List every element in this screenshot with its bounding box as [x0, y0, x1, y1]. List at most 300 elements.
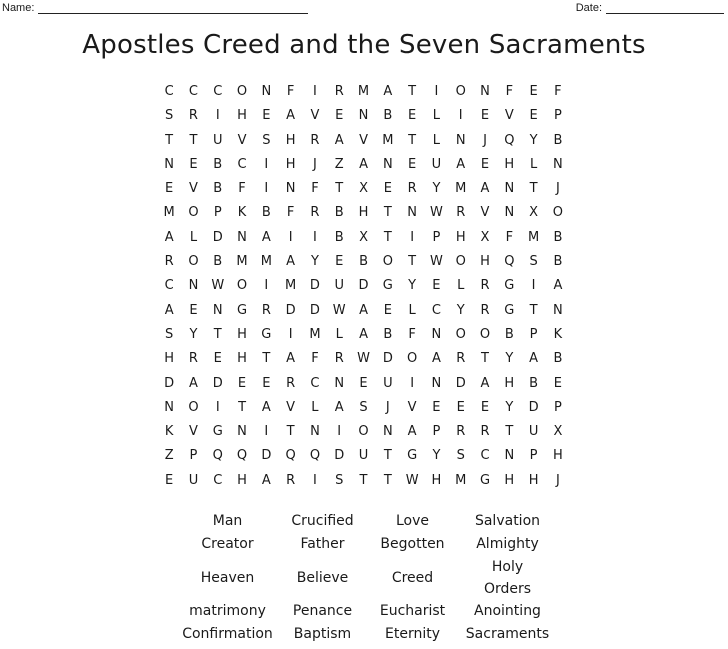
grid-letter[interactable]: T	[383, 472, 392, 488]
grid-letter[interactable]: N	[237, 424, 247, 440]
grid-letter[interactable]: R	[456, 205, 466, 221]
word-bank-item: Begotten	[380, 536, 445, 552]
date-label: Date:	[575, 2, 602, 14]
grid-letter[interactable]: T	[408, 254, 417, 270]
grid-letter[interactable]: Q	[504, 132, 515, 148]
grid-letter[interactable]: N	[261, 84, 272, 99]
grid-letter[interactable]: C	[164, 278, 174, 294]
grid-letter[interactable]: N	[504, 448, 515, 464]
grid-letter[interactable]: B	[553, 351, 563, 367]
grid-letter[interactable]: E	[408, 108, 417, 124]
grid-letter[interactable]: E	[262, 375, 271, 391]
grid-letter[interactable]: G	[479, 472, 491, 488]
grid-letter[interactable]: X	[480, 229, 490, 245]
grid-letter[interactable]: Z	[164, 448, 174, 464]
grid-letter[interactable]: M	[163, 205, 175, 221]
grid-letter[interactable]: B	[529, 375, 539, 391]
grid-letter[interactable]: U	[528, 424, 539, 440]
grid-letter[interactable]: R	[407, 181, 417, 197]
grid-letter[interactable]: V	[188, 181, 198, 197]
grid-letter[interactable]: T	[383, 205, 392, 221]
grid-letter[interactable]: B	[504, 326, 514, 342]
grid-letter[interactable]: E	[262, 108, 271, 124]
grid-letter[interactable]: S	[359, 399, 368, 415]
grid-letter[interactable]: T	[238, 399, 247, 415]
grid-letter[interactable]: A	[359, 156, 368, 172]
grid-letter[interactable]: F	[238, 181, 246, 197]
grid-letter[interactable]: I	[264, 278, 269, 294]
grid-letter[interactable]: L	[529, 156, 538, 172]
grid-letter[interactable]: M	[382, 132, 394, 148]
grid-letter[interactable]: R	[286, 375, 296, 391]
grid-letter[interactable]: S	[529, 254, 538, 270]
grid-letter[interactable]: Y	[505, 351, 514, 367]
grid-letter[interactable]: N	[285, 181, 296, 197]
grid-letter[interactable]: R	[480, 278, 490, 294]
grid-letter[interactable]: T	[529, 302, 538, 318]
grid-letter[interactable]: K	[164, 424, 174, 440]
grid-letter[interactable]: R	[456, 424, 466, 440]
grid-letter[interactable]: O	[236, 84, 248, 99]
grid-letter[interactable]: M	[357, 84, 370, 99]
grid-letter[interactable]: B	[553, 132, 563, 148]
grid-letter[interactable]: V	[480, 205, 490, 221]
grid-letter[interactable]: S	[165, 108, 174, 124]
grid-letter[interactable]: I	[264, 424, 269, 440]
grid-letter[interactable]: S	[456, 448, 465, 464]
grid-letter[interactable]: R	[456, 351, 466, 367]
grid-letter[interactable]: D	[382, 351, 393, 367]
grid-letter[interactable]: E	[165, 181, 174, 197]
grid-letter[interactable]: V	[188, 424, 198, 440]
grid-letter[interactable]: N	[504, 181, 515, 197]
grid-letter[interactable]: W	[429, 254, 443, 270]
grid-letter[interactable]: T	[383, 229, 392, 245]
grid-letter[interactable]: M	[309, 326, 321, 342]
grid-letter[interactable]: K	[237, 205, 247, 221]
grid-letter[interactable]: I	[410, 375, 415, 391]
grid-letter[interactable]: Y	[310, 254, 319, 270]
grid-letter[interactable]: W	[211, 278, 225, 294]
grid-letter[interactable]: T	[408, 84, 417, 99]
grid-letter[interactable]: A	[480, 375, 490, 391]
grid-letter[interactable]: I	[264, 156, 269, 172]
grid-letter[interactable]: B	[383, 108, 393, 124]
grid-letter[interactable]: R	[310, 132, 320, 148]
grid-letter[interactable]: X	[553, 424, 563, 440]
word-bank-row	[180, 623, 560, 646]
grid-letter[interactable]: H	[480, 254, 490, 270]
grid-letter[interactable]: N	[164, 156, 175, 172]
grid-letter[interactable]: Z	[334, 156, 344, 172]
grid-letter[interactable]: E	[335, 108, 344, 124]
grid-letter[interactable]: I	[313, 229, 317, 245]
grid-letter[interactable]: T	[359, 472, 368, 488]
grid-letter[interactable]: H	[237, 472, 247, 488]
grid-letter[interactable]: Y	[432, 448, 441, 464]
grid-letter[interactable]: B	[553, 229, 563, 245]
grid-letter[interactable]: O	[407, 351, 418, 367]
grid-letter[interactable]: L	[457, 278, 465, 294]
grid-letter[interactable]: A	[359, 326, 368, 342]
grid-letter[interactable]: F	[311, 351, 319, 367]
grid-letter[interactable]: G	[407, 448, 418, 464]
grid-letter[interactable]: N	[480, 84, 490, 99]
grid-letter[interactable]: H	[358, 205, 369, 221]
grid-letter[interactable]: S	[165, 326, 174, 342]
grid-letter[interactable]: A	[261, 472, 271, 488]
grid-letter[interactable]: A	[529, 351, 539, 367]
grid-letter[interactable]: A	[286, 254, 296, 270]
grid-letter[interactable]: N	[212, 302, 223, 318]
grid-letter[interactable]: F	[311, 181, 319, 197]
grid-letter[interactable]: U	[358, 448, 369, 464]
grid-letter[interactable]: A	[286, 351, 296, 367]
grid-letter[interactable]: Y	[456, 302, 465, 318]
grid-letter[interactable]: N	[164, 399, 175, 415]
grid-letter[interactable]: D	[528, 399, 539, 415]
grid-letter[interactable]: W	[357, 351, 370, 367]
grid-letter[interactable]: H	[237, 351, 247, 367]
grid-letter[interactable]: M	[236, 254, 248, 270]
grid-letter[interactable]: D	[212, 375, 223, 391]
grid-letter[interactable]: D	[309, 302, 320, 318]
grid-letter[interactable]: F	[408, 326, 416, 342]
word-bank-item: Creed	[391, 570, 434, 586]
grid-letter[interactable]: L	[432, 108, 441, 124]
grid-letter[interactable]: H	[455, 229, 466, 245]
grid-letter[interactable]: T	[481, 351, 489, 367]
grid-letter[interactable]: C	[237, 156, 247, 172]
grid-letter[interactable]: D	[455, 375, 466, 391]
grid-letter[interactable]: I	[337, 424, 342, 440]
grid-letter[interactable]: E	[213, 351, 222, 367]
grid-letter[interactable]: A	[431, 351, 441, 367]
grid-letter[interactable]: C	[164, 84, 174, 99]
grid-letter[interactable]: L	[408, 302, 416, 318]
grid-letter[interactable]: O	[236, 278, 248, 294]
word-bank-item: Love	[395, 513, 430, 529]
grid-letter[interactable]: Q	[212, 448, 223, 464]
grid-letter[interactable]: W	[429, 205, 443, 221]
grid-letter[interactable]: B	[334, 229, 344, 245]
grid-letter[interactable]: A	[334, 132, 344, 148]
grid-letter[interactable]: N	[334, 375, 345, 391]
grid-letter[interactable]: K	[553, 326, 563, 342]
grid-letter[interactable]: R	[334, 351, 344, 367]
grid-letter[interactable]: N	[455, 132, 466, 148]
grid-letter[interactable]: T	[189, 132, 198, 148]
grid-letter[interactable]: A	[188, 375, 198, 391]
grid-letter[interactable]: I	[288, 229, 293, 245]
grid-letter[interactable]: N	[358, 108, 369, 124]
grid-letter[interactable]: H	[164, 351, 175, 367]
grid-letter[interactable]: S	[262, 132, 271, 148]
grid-letter[interactable]: N	[553, 156, 563, 172]
grid-letter[interactable]: V	[237, 132, 247, 148]
grid-letter[interactable]: E	[456, 399, 465, 415]
grid-letter[interactable]: R	[261, 302, 271, 318]
grid-letter[interactable]: H	[237, 326, 247, 342]
grid-letter[interactable]: E	[480, 108, 490, 124]
grid-letter[interactable]: Y	[432, 181, 441, 197]
grid-letter[interactable]: X	[529, 205, 539, 221]
grid-letter[interactable]: F	[286, 84, 295, 99]
grid-letter[interactable]: I	[264, 181, 269, 197]
grid-letter[interactable]: H	[285, 132, 296, 148]
grid-letter[interactable]: N	[382, 156, 393, 172]
grid-letter[interactable]: P	[553, 108, 562, 124]
grid-letter[interactable]: A	[480, 181, 490, 197]
grid-letter[interactable]: L	[432, 132, 441, 148]
grid-letter[interactable]: L	[189, 229, 198, 245]
grid-letter[interactable]: C	[310, 375, 320, 391]
grid-letter[interactable]: O	[188, 399, 199, 415]
grid-letter[interactable]: A	[261, 399, 271, 415]
grid-letter[interactable]: C	[188, 84, 198, 99]
grid-letter[interactable]: M	[455, 181, 467, 197]
grid-letter[interactable]: G	[261, 326, 272, 342]
grid-letter[interactable]: I	[531, 278, 536, 294]
grid-letter[interactable]: R	[188, 351, 198, 367]
grid-letter[interactable]: F	[286, 205, 295, 221]
grid-letter[interactable]: C	[213, 84, 223, 99]
grid-letter[interactable]: I	[313, 472, 317, 488]
grid-letter[interactable]: P	[529, 448, 538, 464]
grid-letter[interactable]: A	[359, 302, 368, 318]
grid-letter[interactable]: R	[480, 424, 490, 440]
grid-letter[interactable]: E	[408, 156, 417, 172]
word-search-grid	[157, 80, 570, 493]
grid-letter[interactable]: H	[504, 375, 515, 391]
grid-letter[interactable]: T	[262, 351, 271, 367]
grid-letter[interactable]: R	[188, 108, 198, 124]
grid-letter[interactable]: P	[529, 326, 538, 342]
grid-letter[interactable]: E	[432, 399, 441, 415]
grid-letter[interactable]: H	[237, 108, 247, 124]
date-blank-line[interactable]	[606, 3, 724, 14]
grid-letter[interactable]: J	[385, 399, 390, 415]
grid-letter[interactable]: N	[553, 302, 563, 318]
grid-letter[interactable]: T	[213, 326, 222, 342]
grid-letter[interactable]: E	[383, 302, 392, 318]
grid-letter[interactable]: W	[332, 302, 346, 318]
grid-letter[interactable]: D	[309, 278, 320, 294]
grid-letter[interactable]: H	[504, 472, 515, 488]
grid-letter[interactable]: D	[334, 448, 345, 464]
grid-letter[interactable]: T	[335, 181, 344, 197]
grid-letter[interactable]: A	[553, 278, 563, 294]
grid-letter[interactable]: D	[358, 278, 369, 294]
grid-letter[interactable]: Q	[309, 448, 321, 464]
grid-letter[interactable]: O	[479, 326, 491, 342]
grid-letter[interactable]: Q	[285, 448, 296, 464]
word-bank-item: Creator	[201, 536, 254, 552]
grid-letter[interactable]: P	[213, 205, 222, 221]
grid-letter[interactable]: Y	[189, 326, 198, 342]
grid-letter[interactable]: Y	[505, 399, 514, 415]
grid-letter[interactable]: O	[188, 254, 199, 270]
grid-letter[interactable]: E	[529, 108, 538, 124]
grid-letter[interactable]: I	[313, 84, 317, 99]
grid-letter[interactable]: V	[359, 132, 368, 148]
grid-letter[interactable]: H	[504, 156, 515, 172]
grid-letter[interactable]: J	[555, 472, 560, 488]
grid-letter[interactable]: B	[213, 181, 223, 197]
grid-letter[interactable]: J	[555, 181, 560, 197]
grid-letter[interactable]: P	[189, 448, 198, 464]
grid-letter[interactable]: C	[431, 302, 441, 318]
grid-letter[interactable]: H	[285, 156, 296, 172]
grid-letter[interactable]: S	[335, 472, 344, 488]
grid-letter[interactable]: U	[431, 156, 442, 172]
grid-letter[interactable]: G	[212, 424, 223, 440]
grid-letter[interactable]: V	[310, 108, 320, 124]
grid-letter[interactable]: J	[483, 132, 487, 148]
grid-letter[interactable]: E	[335, 254, 344, 270]
grid-letter[interactable]: V	[504, 108, 514, 124]
grid-letter[interactable]: M	[260, 254, 272, 270]
grid-letter[interactable]: G	[382, 278, 393, 294]
grid-letter[interactable]: I	[458, 108, 463, 124]
grid-letter[interactable]: E	[359, 375, 368, 391]
grid-letter[interactable]: R	[480, 302, 490, 318]
grid-letter[interactable]: D	[212, 229, 223, 245]
grid-letter[interactable]: O	[455, 254, 466, 270]
grid-letter[interactable]: C	[213, 472, 223, 488]
grid-letter[interactable]: D	[285, 302, 296, 318]
grid-letter[interactable]: B	[553, 254, 563, 270]
grid-letter[interactable]: N	[407, 205, 417, 221]
grid-letter[interactable]: G	[237, 302, 248, 318]
grid-letter[interactable]: N	[382, 424, 393, 440]
grid-letter[interactable]: R	[286, 472, 296, 488]
grid-letter[interactable]: R	[334, 84, 344, 99]
grid-letter[interactable]: O	[358, 424, 369, 440]
grid-letter[interactable]: P	[432, 424, 441, 440]
grid-letter[interactable]: A	[334, 399, 344, 415]
grid-letter[interactable]: H	[553, 448, 563, 464]
grid-letter[interactable]: O	[455, 326, 466, 342]
grid-letter[interactable]: E	[480, 156, 490, 172]
grid-letter[interactable]: E	[553, 375, 562, 391]
grid-letter[interactable]: O	[188, 205, 199, 221]
grid-letter[interactable]: W	[405, 472, 419, 488]
grid-letter[interactable]: B	[383, 326, 393, 342]
grid-letter[interactable]: T	[408, 132, 417, 148]
grid-letter[interactable]: T	[505, 424, 514, 440]
grid-letter[interactable]: E	[237, 375, 247, 391]
grid-letter[interactable]: T	[286, 424, 295, 440]
grid-letter[interactable]: V	[286, 399, 296, 415]
grid-letter[interactable]: C	[480, 448, 490, 464]
grid-letter[interactable]: B	[213, 254, 223, 270]
grid-letter[interactable]: B	[334, 205, 344, 221]
grid-letter[interactable]: A	[407, 424, 417, 440]
grid-letter[interactable]: E	[480, 399, 490, 415]
grid-letter[interactable]: H	[431, 472, 442, 488]
word-bank-item: Penance	[292, 603, 353, 619]
grid-letter[interactable]: A	[164, 302, 174, 318]
grid-letter[interactable]: N	[504, 205, 515, 221]
grid-letter[interactable]: P	[432, 229, 441, 245]
grid-letter[interactable]: E	[432, 278, 441, 294]
grid-letter[interactable]: A	[383, 84, 393, 99]
grid-letter[interactable]: A	[164, 229, 174, 245]
grid-letter[interactable]: D	[164, 375, 175, 391]
grid-letter[interactable]: N	[188, 278, 199, 294]
grid-letter[interactable]: I	[410, 229, 415, 245]
grid-letter[interactable]: U	[212, 132, 223, 148]
grid-letter[interactable]: O	[455, 84, 466, 99]
grid-letter[interactable]: O	[382, 254, 393, 270]
grid-letter[interactable]: U	[383, 375, 393, 391]
grid-letter[interactable]: O	[552, 205, 564, 221]
grid-letter[interactable]: R	[310, 205, 320, 221]
grid-letter[interactable]: Q	[236, 448, 248, 464]
grid-letter[interactable]: A	[261, 229, 271, 245]
grid-letter[interactable]: Y	[408, 278, 417, 294]
grid-letter[interactable]: M	[527, 229, 540, 245]
grid-letter[interactable]: L	[335, 326, 343, 342]
grid-letter[interactable]: G	[504, 278, 515, 294]
grid-letter[interactable]: P	[553, 399, 562, 415]
word-bank-row	[180, 600, 560, 623]
grid-letter[interactable]: E	[529, 84, 538, 99]
grid-letter[interactable]: R	[164, 254, 174, 270]
grid-letter[interactable]: N	[431, 326, 442, 342]
grid-letter[interactable]: J	[313, 156, 317, 172]
grid-letter[interactable]: Y	[529, 132, 538, 148]
grid-letter[interactable]: T	[165, 132, 174, 148]
grid-letter[interactable]: B	[359, 254, 368, 270]
grid-letter[interactable]: I	[288, 326, 293, 342]
grid-letter[interactable]: M	[455, 472, 467, 488]
grid-letter[interactable]: M	[285, 278, 297, 294]
grid-letter[interactable]: I	[215, 399, 220, 415]
grid-letter[interactable]: Q	[504, 254, 515, 270]
grid-letter[interactable]: T	[383, 448, 392, 464]
grid-letter[interactable]: E	[189, 302, 198, 318]
grid-letter[interactable]: X	[359, 229, 368, 245]
grid-letter[interactable]: A	[286, 108, 296, 124]
grid-letter[interactable]: F	[554, 84, 562, 99]
name-blank-line[interactable]	[38, 3, 308, 14]
grid-letter[interactable]: X	[359, 181, 368, 197]
grid-letter[interactable]: N	[431, 375, 442, 391]
grid-letter[interactable]: U	[334, 278, 344, 294]
grid-letter[interactable]: I	[215, 108, 220, 124]
grid-letter[interactable]: U	[188, 472, 199, 488]
grid-letter[interactable]: G	[504, 302, 515, 318]
grid-letter[interactable]: E	[165, 472, 174, 488]
grid-letter[interactable]: T	[529, 181, 538, 197]
grid-letter[interactable]: L	[311, 399, 319, 415]
grid-letter[interactable]: F	[505, 84, 514, 99]
grid-letter[interactable]: B	[213, 156, 223, 172]
grid-letter[interactable]: B	[261, 205, 271, 221]
grid-letter[interactable]: V	[407, 399, 417, 415]
grid-letter[interactable]: D	[261, 448, 272, 464]
grid-letter[interactable]: A	[456, 156, 466, 172]
grid-letter[interactable]: F	[505, 229, 514, 245]
grid-letter[interactable]: H	[528, 472, 539, 488]
grid-letter[interactable]: N	[237, 229, 247, 245]
grid-letter[interactable]: E	[383, 181, 392, 197]
grid-letter[interactable]: E	[189, 156, 198, 172]
grid-letter[interactable]: I	[434, 84, 439, 99]
grid-letter[interactable]: N	[310, 424, 320, 440]
